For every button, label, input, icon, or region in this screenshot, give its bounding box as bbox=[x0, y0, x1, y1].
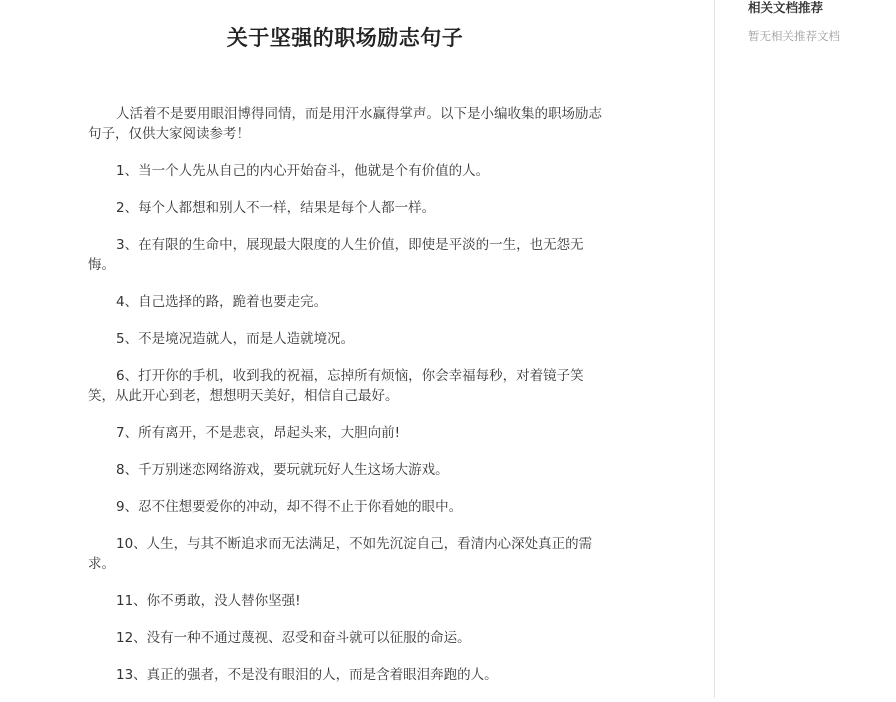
related-docs-sidebar bbox=[715, 0, 896, 698]
paragraph-10: 10、人生，与其不断追求而无法满足，不如先沉淀自己，看清内心深处真正的需求。 bbox=[88, 536, 593, 572]
paragraph-13: 13、真正的强者，不是没有眼泪的人，而是含着眼泪奔跑的人。 bbox=[116, 667, 498, 683]
paragraph-9: 9、忍不住想要爱你的冲动，却不得不止于你看她的眼中。 bbox=[116, 499, 463, 515]
paragraph-8: 8、千万别迷恋网络游戏，要玩就玩好人生这场大游戏。 bbox=[116, 462, 449, 478]
paragraph-6: 6、打开你的手机，收到我的祝福，忘掉所有烦恼，你会幸福每秒，对着镜子笑笑，从此开心到老，想想明天美好，相信自己最好。 bbox=[88, 368, 584, 404]
paragraph-1: 1、当一个人先从自己的内心开始奋斗，他就是个有价值的人。 bbox=[116, 163, 490, 179]
document-body bbox=[88, 104, 608, 702]
paragraph-4: 4、自己选择的路，跪着也要走完。 bbox=[116, 294, 328, 310]
paragraph-7: 7、所有离开，不是悲哀，昂起头来，大胆向前! bbox=[116, 425, 401, 441]
related-docs-empty-text: 暂无相关推荐文档 bbox=[748, 29, 840, 43]
paragraph-5: 5、不是境况造就人，而是人造就境况。 bbox=[116, 331, 355, 347]
related-docs-title: 相关文档推荐 bbox=[748, 0, 824, 15]
paragraph-3: 3、在有限的生命中，展现最大限度的人生价值，即使是平淡的一生，也无怨无悔。 bbox=[88, 237, 584, 273]
paragraph-2: 2、每个人都想和别人不一样，结果是每个人都一样。 bbox=[116, 200, 436, 216]
document-title: 关于坚强的职场励志句子 bbox=[226, 25, 464, 50]
paragraph-intro: 人活着不是要用眼泪博得同情，而是用汗水赢得掌声。以下是小编收集的职场励志 句子，仅供大家阅读参考！ bbox=[88, 106, 602, 142]
paragraph-12: 12、没有一种不通过蔑视、忍受和奋斗就可以征服的命运。 bbox=[116, 630, 471, 646]
paragraph-11: 11、你不勇敢，没人替你坚强! bbox=[116, 593, 301, 609]
